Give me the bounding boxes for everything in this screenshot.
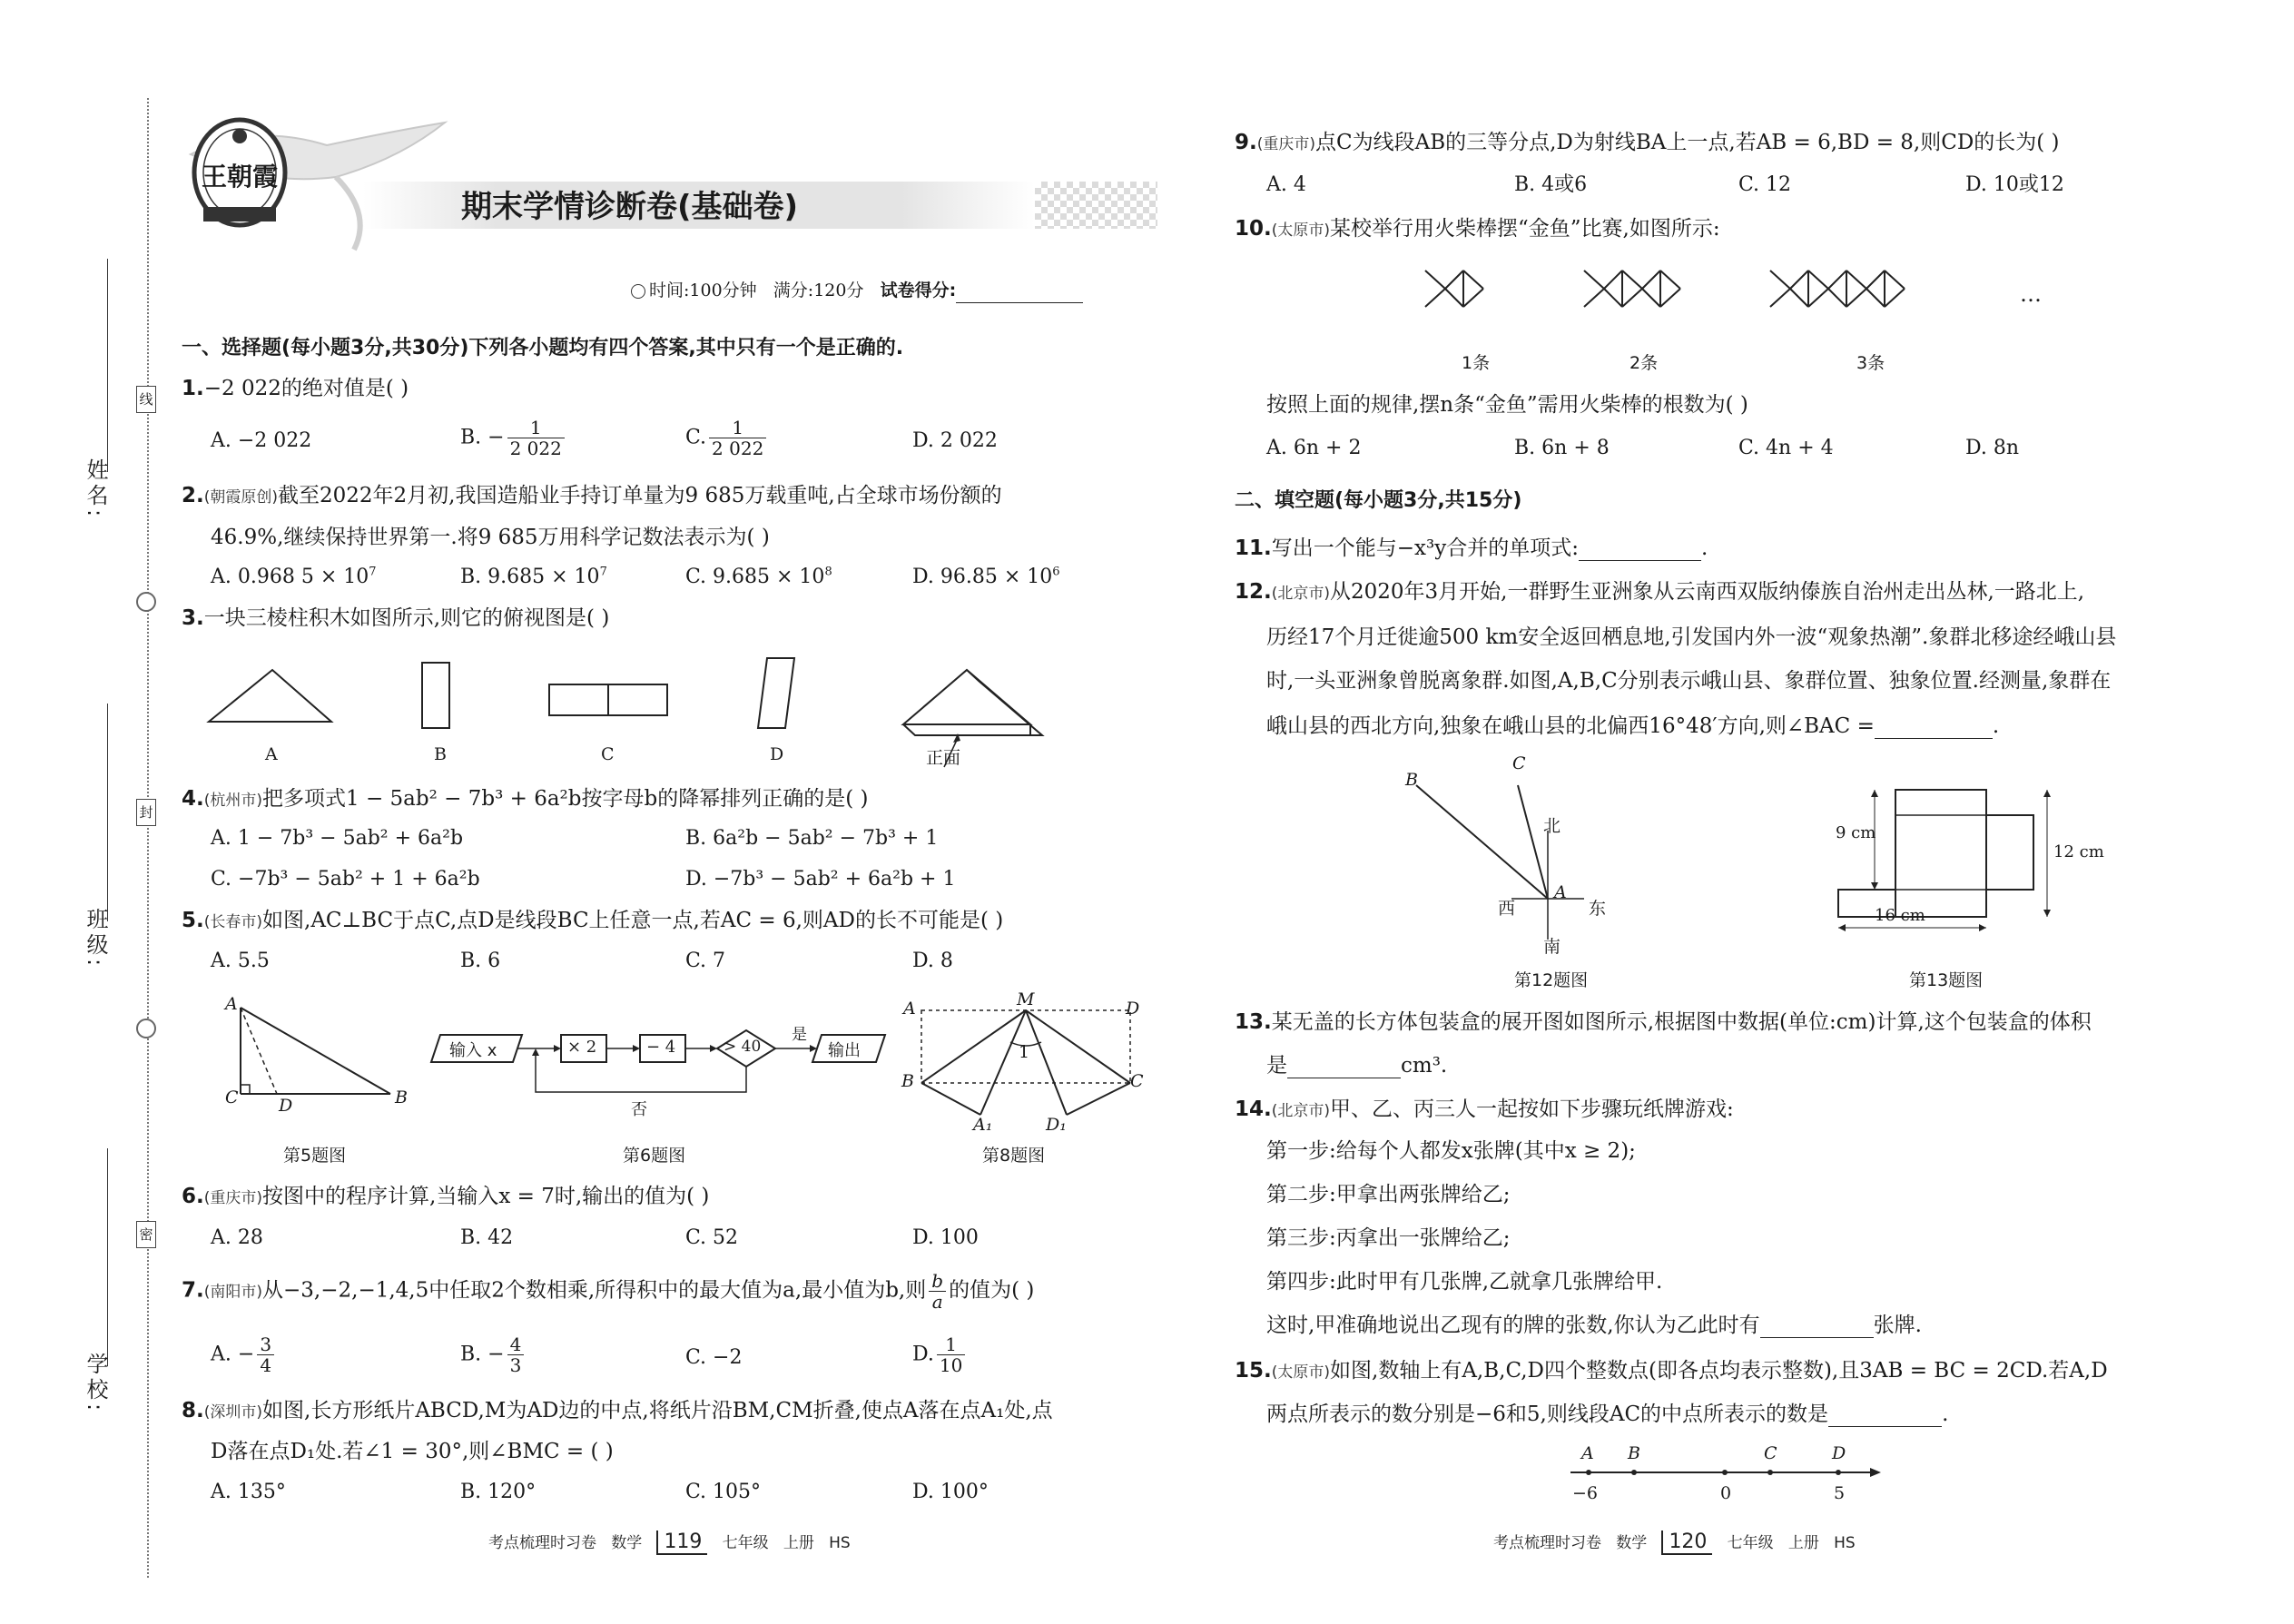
fig12-caption: 第12题图: [1514, 970, 1589, 990]
q2-option-c[interactable]: C. $9.685 \times 10^8$: [685, 565, 832, 588]
matchstick: [1642, 289, 1660, 307]
fig13-caption: 第13题图: [1909, 970, 1984, 990]
q8-option-d[interactable]: D. 100°: [912, 1481, 989, 1503]
q12-line3: 时,一头亚洲象曾脱离象群.如图,A,B,C分别表示峨山县、象群位置、独象位置.经测量,象群在: [1266, 669, 2112, 693]
q13-line2: 是 cm³.: [1266, 1054, 1448, 1078]
fig12-west: 西: [1498, 899, 1516, 919]
section-1-heading: 一、选择题(每小题3分,共30分)下列各小题均有四个答案,其中只有一个是正确的.: [182, 337, 904, 359]
matchstick: [1885, 289, 1905, 307]
q14-step4: 第四步:此时甲有几张牌,乙就拿几张牌给甲.: [1266, 1270, 1663, 1294]
fig8-caption: 第8题图: [982, 1146, 1046, 1166]
q3-label-c: C: [601, 744, 615, 764]
q4-option-a[interactable]: A. 1 − 7b³ − 5ab² + 6a²b: [211, 827, 464, 850]
q10-option-d[interactable]: D. 8n: [1965, 437, 2020, 459]
matchstick: [1846, 271, 1866, 289]
paper-score-label: 试卷得分:: [880, 281, 957, 300]
q10-fish-figure: [1416, 254, 2070, 345]
page-title: 期末学情诊断卷(基础卷): [461, 189, 799, 225]
matchstick: [1425, 271, 1445, 289]
matchstick: [1425, 289, 1445, 307]
paper-score-blank[interactable]: [956, 282, 1083, 303]
footer-right: 考点梳理时习卷 数学 120 七年级 上册 HS: [1493, 1530, 1856, 1553]
fish-label-3: 3条: [1856, 353, 1885, 373]
fig12-b: B: [1405, 770, 1418, 790]
seal-mark-feng: 封: [136, 799, 156, 826]
matchstick: [1463, 271, 1483, 289]
q1-option-d[interactable]: D. 2 022: [912, 429, 998, 452]
section-2-heading: 二、填空题(每小题3分,共15分): [1235, 489, 1522, 512]
q7-option-a[interactable]: A. − $\frac{3}{4}$: [211, 1334, 277, 1375]
q9-option-b[interactable]: B. 4或6: [1514, 173, 1588, 196]
q7-option-b[interactable]: B. − $\frac{4}{3}$: [460, 1334, 527, 1375]
q6-option-c[interactable]: C. 52: [685, 1226, 739, 1249]
q2-option-d[interactable]: D. $96.85 \times 10^6$: [912, 565, 1060, 588]
fig12-north: 北: [1543, 816, 1561, 836]
fig8-d1: D₁: [1046, 1115, 1067, 1135]
matchstick: [1885, 271, 1905, 289]
fig8-a: A: [903, 999, 916, 1019]
q8-option-a[interactable]: A. 135°: [211, 1481, 286, 1503]
fig6-caption: 第6题图: [623, 1146, 686, 1166]
school-label: 学校:: [83, 1353, 108, 1415]
matchstick: [1660, 289, 1680, 307]
q10-stem: 10.(太原市)某校举行用火柴棒摆“金鱼”比赛,如图所示:: [1235, 217, 1720, 241]
q8-option-b[interactable]: B. 120°: [460, 1481, 537, 1503]
q2-option-a[interactable]: A. 0.968 $5 \times 10^7$: [211, 565, 377, 588]
fig13-height-12: 12 cm: [2053, 842, 2104, 861]
q3-view-d: [758, 658, 794, 728]
matchstick: [1445, 289, 1463, 307]
figure-5: [218, 999, 418, 1126]
q15-line1: 15.(太原市)如图,数轴上有A,B,C,D四个整数点(即各点均表示整数),且3AB = BC = 2CD.若A,D: [1235, 1359, 2108, 1383]
figure-13: [1816, 781, 2088, 935]
axis-label-d: D: [1832, 1443, 1846, 1463]
matchstick: [1622, 289, 1642, 307]
q3-figure: [182, 645, 1162, 781]
q3-label-b: B: [434, 744, 447, 764]
q14-stem: 14.(北京市)甲、乙、丙三人一起按如下步骤玩纸牌游戏:: [1235, 1097, 1734, 1121]
matchstick: [1846, 289, 1866, 307]
q8-stem-line1: 8.(深圳市)如图,长方形纸片ABCD,M为AD边的中点,将纸片沿BM,CM折叠,使点A落在点A₁处,点: [182, 1399, 1053, 1422]
fig5-a: A: [225, 994, 238, 1014]
matchstick: [1445, 271, 1463, 289]
q4-option-b[interactable]: B. 6a²b − 5ab² − 7b³ + 1: [685, 827, 939, 850]
axis-tick-0: 0: [1720, 1483, 1732, 1503]
fig12-a: A: [1554, 882, 1567, 902]
matchstick: [1790, 271, 1808, 289]
matchstick: [1770, 289, 1790, 307]
name-field-line: [107, 259, 108, 472]
q6-option-d[interactable]: D. 100: [912, 1226, 979, 1249]
q11-stem: 11.写出一个能与−x³y合并的单项式: .: [1235, 536, 1708, 560]
q3-stem: 3.一块三棱柱积木如图所示,则它的俯视图是( ): [182, 606, 610, 630]
q3-view-a: [209, 670, 331, 722]
fig5-c: C: [225, 1088, 239, 1107]
fig5-d: D: [279, 1096, 293, 1116]
q2-stem-line1: 2.(朝霞原创)截至2022年2月初,我国造船业手持订单量为9 685万载重吨,占全球市场份额的: [182, 484, 1002, 507]
matchstick: [1463, 289, 1483, 307]
fig8-one: 1: [1019, 1042, 1030, 1062]
exam-time: 时间:100分钟: [649, 281, 757, 300]
q8-option-c[interactable]: C. 105°: [685, 1481, 762, 1503]
page-number: 119: [656, 1530, 707, 1555]
q6-stem: 6.(重庆市)按图中的程序计算,当输入x = 7时,输出的值为( ): [182, 1185, 710, 1208]
matchstick: [1808, 289, 1828, 307]
matchstick: [1604, 289, 1622, 307]
q8-stem-line2: D落在点D₁处.若∠1 = 30°,则∠BMC = ( ): [211, 1440, 614, 1463]
q3-view-b: [422, 663, 449, 728]
fig8-b: B: [901, 1071, 914, 1091]
q3-prism: [903, 670, 1042, 735]
q2-stem-line2: 46.9%,继续保持世界第一.将9 685万用科学记数法表示为( ): [211, 526, 770, 549]
matchstick: [1584, 289, 1604, 307]
title-checker-pattern: [1035, 182, 1157, 229]
class-field-line: [107, 704, 108, 921]
matchstick: [1770, 271, 1790, 289]
q9-option-c[interactable]: C. 12: [1738, 173, 1792, 196]
q1-option-b[interactable]: B. − $\frac{1}{2 022}$: [460, 418, 567, 458]
q14-question: 这时,甲准确地说出乙现有的牌的张数,你认为乙此时有 张牌.: [1266, 1314, 1922, 1337]
q14-step3: 第三步:丙拿出一张牌给乙;: [1266, 1226, 1511, 1250]
q9-option-a[interactable]: A. 4: [1266, 173, 1306, 196]
fig5-caption: 第5题图: [283, 1146, 347, 1166]
q4-option-d[interactable]: D. −7b³ − 5ab² + 6a²b + 1: [685, 868, 956, 891]
binding-dotted-line: [147, 98, 149, 1578]
fig8-m: M: [1017, 989, 1035, 1009]
matchstick: [1584, 271, 1604, 289]
flow-input: 输入 x: [449, 1041, 497, 1060]
binding-hole-icon: [136, 592, 156, 612]
name-label: 姓名:: [83, 458, 108, 521]
flow-multiply: × 2: [567, 1038, 597, 1057]
axis-label-b: B: [1628, 1443, 1640, 1463]
matchstick: [1660, 271, 1680, 289]
fig8-a1: A₁: [973, 1115, 993, 1135]
q10-option-a[interactable]: A. 6n + 2: [1266, 437, 1362, 459]
fig8-c: C: [1130, 1071, 1144, 1091]
fish-label-2: 2条: [1629, 353, 1659, 373]
class-label: 班级:: [83, 908, 108, 970]
q6-option-a[interactable]: A. 28: [211, 1226, 263, 1249]
q12-line2: 历经17个月迁徙逾500 km安全返回栖息地,引发国内外一波“观象热潮”.象群北移途经峨山县: [1266, 625, 2117, 649]
q3-front-label: 正面: [926, 748, 961, 768]
matchstick: [1642, 271, 1660, 289]
q4-option-c[interactable]: C. −7b³ − 5ab² + 1 + 6a²b: [211, 868, 480, 891]
fish-ellipsis: …: [2020, 281, 2042, 307]
seal-mark-xian: 线: [136, 386, 156, 413]
fig12-c: C: [1512, 753, 1526, 773]
q5-option-b[interactable]: B. 6: [460, 950, 501, 972]
q7-option-d[interactable]: D. $\frac{1}{10}$: [912, 1334, 968, 1375]
flow-yes: 是: [792, 1026, 807, 1044]
matchstick: [1604, 271, 1622, 289]
q5-option-d[interactable]: D. 8: [912, 950, 953, 972]
q4-stem: 4.(杭州市)把多项式1 − 5ab² − 7b³ + 6a²b按字母b的降幂排列正确的是( ): [182, 787, 869, 811]
clock-icon: [631, 284, 645, 299]
fig12-east: 东: [1589, 899, 1607, 919]
q14-step1: 第一步:给每个人都发x张牌(其中x ≥ 2);: [1266, 1139, 1636, 1163]
brand-name: 王朝霞: [201, 162, 278, 192]
q7-stem: 7.(南阳市)从−3,−2,−1,4,5中任取2个数相乘,所得积中的最大值为a,最小值为b,则 $\frac{b}{a}$ 的值为( ): [182, 1270, 1035, 1313]
q9-stem: 9.(重庆市)点C为线段AB的三等分点,D为射线BA上一点,若AB = 6,BD = 8,则CD的长为( ): [1235, 131, 2060, 154]
q3-label-d: D: [770, 744, 784, 764]
axis-label-c: C: [1764, 1443, 1777, 1463]
q3-label-a: A: [265, 744, 278, 764]
matchstick: [1866, 271, 1885, 289]
q5-option-c[interactable]: C. 7: [685, 950, 726, 972]
flow-no: 否: [631, 1100, 647, 1119]
footer-left: 考点梳理时习卷 数学 119 七年级 上册 HS: [488, 1530, 851, 1553]
matchstick: [1790, 289, 1808, 307]
seal-mark-mi: 密: [136, 1221, 156, 1248]
q10-option-b[interactable]: B. 6n + 8: [1514, 437, 1610, 459]
matchstick: [1828, 289, 1846, 307]
binding-hole-icon: [136, 1019, 156, 1038]
page-number: 120: [1661, 1530, 1712, 1555]
fig13-width-16: 16 cm: [1875, 906, 1925, 925]
axis-label-a: A: [1581, 1443, 1594, 1463]
q13-answer-blank[interactable]: [1287, 1058, 1401, 1078]
q15-line2: 两点所表示的数分别是−6和5,则线段AC的中点所表示的数是 .: [1266, 1403, 1949, 1426]
q12-line4: 峨山县的西北方向,独象在峨山县的北偏西16°48′方向,则∠BAC = .: [1266, 714, 2000, 738]
q6-option-b[interactable]: B. 42: [460, 1226, 514, 1249]
q1-option-a[interactable]: A. −2 022: [211, 429, 312, 452]
figure-6-flowchart: [427, 1021, 899, 1121]
matchstick: [1808, 271, 1828, 289]
fig13-height-9: 9 cm: [1836, 823, 1876, 842]
q5-stem: 5.(长春市)如图,AC⊥BC于点C,点D是线段BC上任意一点,若AC = 6,则AD的长不可能是( ): [182, 909, 1004, 932]
q2-option-b[interactable]: B. $9.685 \times 10^7$: [460, 565, 607, 588]
q1-stem: 1.−2 022的绝对值是( ): [182, 377, 409, 400]
fig12-south: 南: [1543, 937, 1561, 957]
q9-option-d[interactable]: D. 10或12: [1965, 173, 2064, 196]
matchstick: [1828, 271, 1846, 289]
fig5-b: B: [395, 1088, 408, 1107]
figure-8: [912, 1006, 1139, 1142]
axis-tick-5: 5: [1834, 1483, 1846, 1503]
q5-option-a[interactable]: A. 5.5: [211, 950, 270, 972]
axis-tick-neg6: −6: [1572, 1483, 1599, 1503]
fig8-d: D: [1126, 999, 1140, 1019]
q13-line1: 13.某无盖的长方体包装盒的展开图如图所示,根据图中数据(单位:cm)计算,这个包装盒的体积: [1235, 1010, 2092, 1034]
q15-answer-blank[interactable]: [1828, 1406, 1942, 1427]
school-field-line: [107, 1148, 108, 1366]
q7-option-c[interactable]: C. −2: [685, 1346, 743, 1369]
figure-12: [1398, 763, 1598, 971]
q14-answer-blank[interactable]: [1760, 1317, 1874, 1338]
q10-option-c[interactable]: C. 4n + 4: [1738, 437, 1834, 459]
matchstick: [1866, 289, 1885, 307]
fish-label-1: 1条: [1462, 353, 1491, 373]
q1-option-c[interactable]: C. $\frac{1}{2 022}$: [685, 418, 769, 458]
q12-answer-blank[interactable]: [1875, 718, 1993, 739]
q11-answer-blank[interactable]: [1579, 540, 1701, 561]
exam-full-score: 满分:120分: [773, 281, 864, 300]
flow-subtract: − 4: [646, 1038, 676, 1057]
q10-stem-line2: 按照上面的规律,摆n条“金鱼”需用火柴棒的根数为( ): [1266, 393, 1748, 417]
exam-meta: [631, 278, 1083, 303]
q14-step2: 第二步:甲拿出两张牌给乙;: [1266, 1183, 1511, 1206]
brand-seal-logo: [192, 116, 287, 232]
matchstick: [1622, 271, 1642, 289]
q12-line1: 12.(北京市)从2020年3月开始,一群野生亚洲象从云南西双版纳傣族自治州走出丛林,一路北上,: [1235, 580, 2085, 604]
flow-output: 输出: [828, 1041, 861, 1060]
flow-compare: > 40: [724, 1038, 762, 1056]
